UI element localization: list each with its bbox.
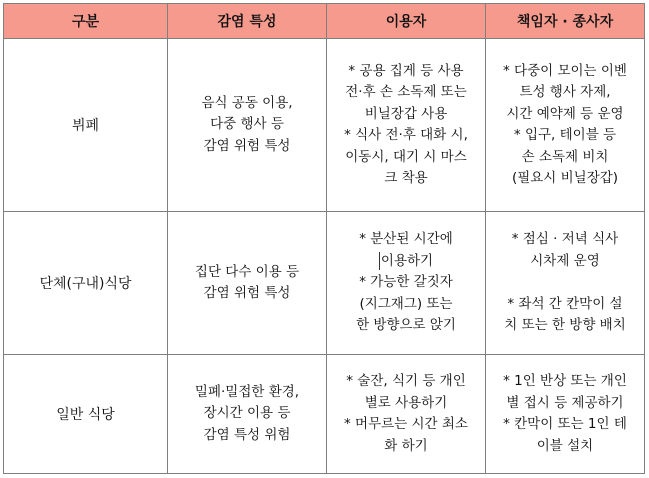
text-line: * 식사 전·후 대화 시, — [344, 127, 468, 143]
user-cell — [327, 212, 486, 355]
text-line: 감염 특성 위험 — [203, 426, 291, 443]
text-line: 감염 위험 특성 — [203, 285, 291, 301]
text-line: * 분산된 시간에 — [359, 231, 453, 248]
text-line: 치 또는 한 방향 배치 — [504, 317, 626, 334]
table-header-row — [4, 4, 645, 39]
text-line: 이동시, 대기 시 마스 — [345, 148, 467, 165]
text-line: 이용하기 — [380, 252, 434, 269]
text-line: 크 착용 — [384, 170, 428, 186]
text-line: 음식 공동 이용, — [201, 94, 293, 111]
category-cell: 일반 식당 — [4, 355, 168, 474]
text-line: 장시간 이용 등 — [203, 405, 291, 422]
table-row-restaurant — [4, 355, 645, 474]
text-line-with-cursor — [327, 251, 485, 273]
blank-line — [486, 272, 644, 294]
text-cursor — [379, 252, 380, 270]
category-cell: 뷔페 — [4, 39, 168, 212]
manager-cell — [486, 39, 645, 212]
text-line: 다중 행사 등 — [210, 116, 284, 133]
infection-cell — [168, 355, 327, 474]
manager-cell — [486, 212, 645, 355]
text-line: (필요시 비닐장갑) — [511, 170, 619, 186]
text-line: 트성 행사 자제, — [519, 84, 611, 100]
header-infection: 감염 특성 — [168, 4, 327, 39]
text-line: * 점심 · 저녁 식사 — [511, 231, 619, 248]
text-line: 손 소독제 비치 — [521, 148, 609, 165]
text-line: 이블 설치 — [536, 437, 594, 454]
user-cell — [327, 39, 486, 212]
text-line: 시차제 운영 — [530, 252, 600, 269]
text-line: * 칸막이 또는 1인 테 — [503, 416, 627, 432]
header-manager: 책임자 · 종사자 — [486, 4, 645, 39]
text-line: 화 하기 — [384, 437, 428, 454]
manager-cell — [486, 355, 645, 474]
header-category: 구분 — [4, 4, 168, 39]
guideline-table — [3, 3, 645, 474]
text-line: 전·후 손 소독제 또는 — [345, 84, 467, 100]
text-line: * 1인 반상 또는 개인 — [503, 373, 627, 389]
table-row-cafeteria — [4, 212, 645, 355]
user-cell — [327, 355, 486, 474]
infection-cell — [168, 212, 327, 355]
text-line: 한 방향으로 앉기 — [356, 317, 456, 334]
text-line: * 술잔, 식기 등 개인 — [346, 373, 466, 389]
text-line: 별로 사용하기 — [364, 394, 448, 411]
text-line: 집단 다수 이용 등 — [194, 263, 300, 280]
text-line: * 좌석 간 칸막이 설 — [507, 295, 623, 312]
text-line: * 다중이 모이는 이벤 — [503, 62, 627, 79]
text-line: * 공용 집게 등 사용 — [348, 62, 464, 79]
text-line: * 머무르는 시간 최소 — [344, 416, 468, 432]
text-line: 별 접시 등 제공하기 — [506, 394, 624, 411]
header-user: 이용자 — [327, 4, 486, 39]
text-line: 비닐장갑 사용 — [364, 105, 448, 122]
text-line: 감염 위험 특성 — [203, 137, 291, 154]
text-line: * 입구, 테이블 등 — [513, 127, 617, 143]
table-row-buffet — [4, 39, 645, 212]
text-line: 밀폐·밀접한 환경, — [194, 383, 300, 400]
text-line: * 가능한 갈짓자 — [359, 274, 453, 291]
infection-cell — [168, 39, 327, 212]
text-line: (지그재그) 또는 — [359, 295, 453, 312]
text-line: 시간 예약제 등 운영 — [506, 105, 624, 122]
category-cell: 단체(구내)식당 — [4, 212, 168, 355]
